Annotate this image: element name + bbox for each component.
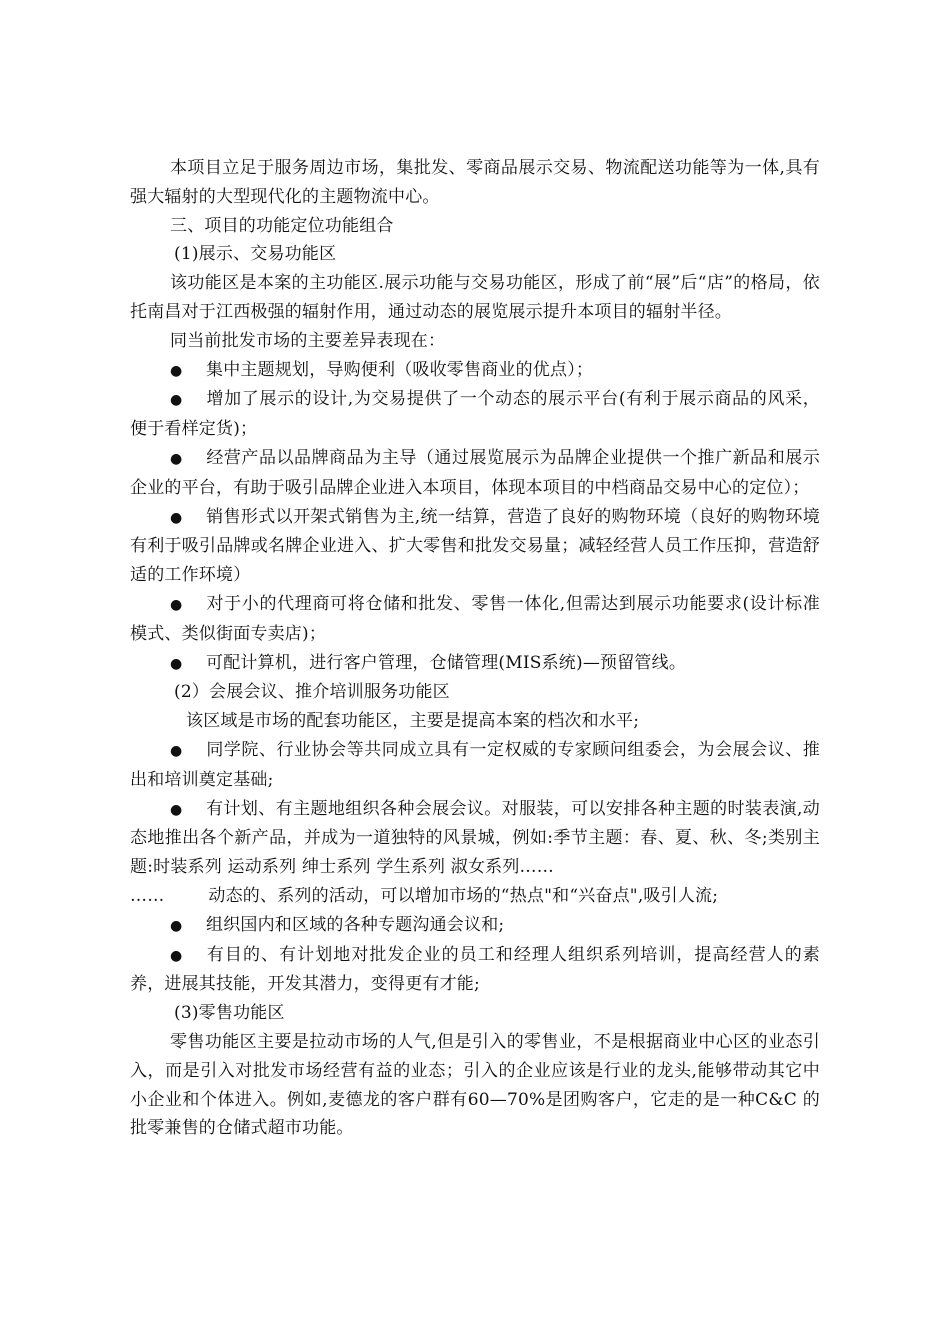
section-heading: 三、项目的功能定位功能组合 (170, 215, 394, 236)
bullet-item (130, 356, 820, 386)
bullet-icon: ● (170, 917, 183, 934)
bullet-item (130, 736, 820, 795)
bullet-item (130, 649, 820, 679)
continuation-line (130, 882, 820, 911)
subsection-heading: (1)展示、交易功能区 (174, 244, 337, 265)
paragraph: 同当前批发市场的主要差异表现在： (170, 330, 446, 351)
paragraph: 零售功能区主要是拉动市场的人气,但是引入的零售业，不是根据商业中心区的业态引入，而是引入对批发市场经营有益的业态；引入的企业应该是行业的龙头,能够带动其它中小企业和个体进入。例如,麦德龙的客户群有60—70%是团购客户，它走的是一种C&C 的批零兼售的仓储式超市功能。 (130, 1031, 820, 1139)
bullet-icon: ● (170, 655, 183, 672)
bullet-text: 销售形式以开架式销售为主,统一结算，营造了良好的购物环境（良好的购物环境有利于吸引品牌或名牌企业进入、扩大零售和批发交易量；减轻经营人员工作压抑，营造舒适的工作环境） (130, 506, 820, 586)
bullet-icon: ● (170, 362, 183, 379)
bullet-icon: ● (170, 742, 183, 759)
bullet-item (130, 941, 820, 1000)
bullet-text: 同学院、行业协会等共同成立具有一定权威的专家顾问组委会，为会展会议、推出和培训奠定基础; (130, 739, 820, 790)
ellipsis: …… (130, 885, 165, 906)
bullet-text: 有计划、有主题地组织各种会展会议。对服装，可以安排各种主题的时装表演,动态地推出各个新产品，并成为一道独特的风景城，例如:季节主题：春、夏、秋、冬;类别主题:时装系列 运动系列 绅士系列 学生系列 淑女系列…… (130, 798, 820, 878)
bullet-text: 经营产品以品牌商品为主导（通过展览展示为品牌企业提供一个推广新品和展示企业的平台，有助于吸引品牌企业进入本项目，体现本项目的中档商品交易中心的定位）； (130, 447, 820, 498)
bullet-icon: ● (170, 596, 183, 613)
bullet-item (130, 590, 820, 649)
paragraph: 该功能区是本案的主功能区.展示功能与交易功能区，形成了前“展”后“店”的格局，依托南昌对于江西极强的辐射作用，通过动态的展览展示提升本项目的辐射半径。 (130, 273, 820, 322)
bullet-item (130, 444, 820, 503)
paragraph: 该区域是市场的配套功能区，主要是提高本案的档次和水平; (186, 711, 640, 732)
bullet-icon: ● (170, 392, 183, 409)
bullet-item (130, 911, 820, 941)
bullet-text: 可配计算机，进行客户管理，仓储管理(MIS系统)—预留管线。 (206, 652, 687, 673)
bullet-text: 集中主题规划，导购便利（吸收零售商业的优点）； (206, 359, 594, 380)
paragraph: 本项目立足于服务周边市场，集批发、零商品展示交易、物流配送功能等为一体,具有强大辐射的大型现代化的主题物流中心。 (130, 158, 820, 207)
subsection-heading: (2）会展会议、推介培训服务功能区 (174, 682, 450, 703)
bullet-item (130, 795, 820, 882)
bullet-icon: ● (170, 509, 183, 526)
bullet-text: 组织国内和区域的各种专题沟通会议和; (206, 914, 505, 935)
document-body (130, 154, 820, 1143)
bullet-item (130, 385, 820, 444)
bullet-icon: ● (170, 947, 183, 964)
bullet-text: 增加了展示的设计,为交易提供了一个动态的展示平台(有利于展示商品的风采，便于看样定货)； (130, 389, 820, 440)
bullet-icon: ● (170, 801, 183, 818)
bullet-text: 对于小的代理商可将仓储和批发、零售一体化,但需达到展示功能要求(设计标准模式、类似街面专卖店)； (130, 593, 820, 644)
subsection-heading: (3)零售功能区 (174, 1003, 285, 1024)
continuation-text: 动态的、系列的活动，可以增加市场的“热点"和“兴奋点",吸引人流; (208, 885, 719, 906)
bullet-item (130, 503, 820, 590)
bullet-icon: ● (170, 450, 183, 467)
bullet-text: 有目的、有计划地对批发企业的员工和经理人组织系列培训，提高经营人的素养，进展其技能，开发其潜力，变得更有才能; (130, 944, 820, 995)
